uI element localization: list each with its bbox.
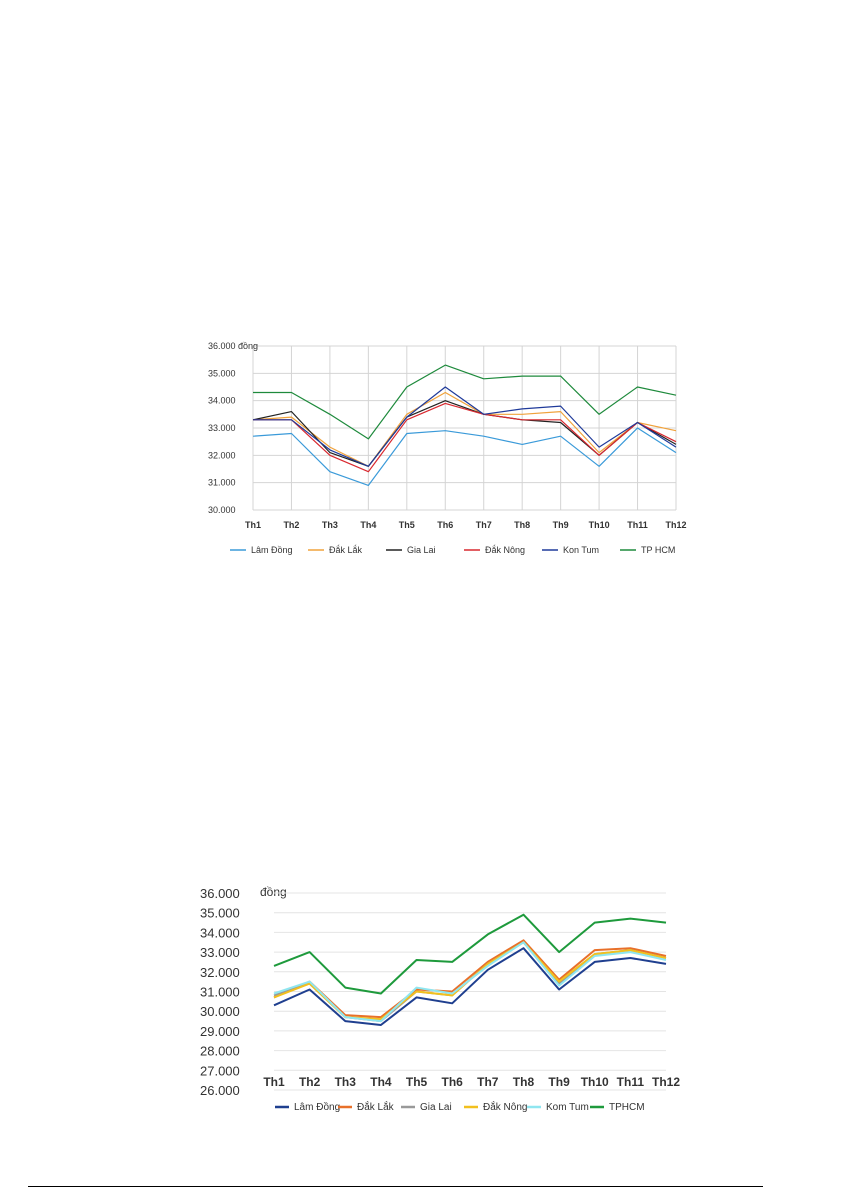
footer-rule: [28, 1186, 763, 1187]
chart0-xtick-label: Th12: [665, 520, 687, 530]
chart0-ytick-label: 33.000: [208, 423, 236, 433]
chart0-xtick-label: Th1: [244, 520, 262, 530]
price-chart-2-svg: [200, 876, 690, 1116]
chart0-ytick-label: 32.000: [208, 450, 236, 461]
chart0-xtick-label: Th11: [627, 520, 648, 530]
chart1-xtick-label: Th5: [405, 1075, 428, 1089]
chart1-xtick-label: Th4: [370, 1075, 392, 1089]
chart0-legend-label: TP HCM: [641, 545, 676, 555]
chart0-xtick-label: Th5: [398, 520, 415, 530]
chart1-series-line-0: [274, 948, 666, 1025]
chart1-ytick-label: 27.000: [200, 1063, 240, 1079]
chart0-xtick-label: Th6: [437, 520, 454, 530]
chart0-legend-label: Lâm Đồng: [251, 545, 293, 555]
chart1-xtick-label: Th8: [512, 1075, 535, 1089]
chart0-ytick-label: 34.000: [208, 395, 236, 406]
chart0-ytick-label: 30.000: [208, 505, 236, 515]
price-chart-1: [198, 334, 688, 564]
chart1-ytick-label: 31.000: [200, 984, 240, 1000]
chart1-xtick-label: Th2: [298, 1075, 321, 1089]
chart1-legend-label: TPHCM: [609, 1102, 645, 1113]
chart1-legend-label: Đắk Nông: [483, 1102, 528, 1113]
chart1-ytick-label: 32.000: [200, 964, 240, 980]
chart1-legend-label: Kom Tum: [546, 1102, 589, 1113]
chart1-ytick-label: 33.000: [200, 945, 240, 961]
chart1-xtick-label: Th12: [651, 1075, 681, 1089]
chart0-ytick-label: 31.000: [208, 477, 236, 488]
chart0-ytick-label: 36.000 đồng: [208, 341, 259, 351]
chart1-xtick-label: Th3: [334, 1075, 356, 1089]
chart1-ytick-label: 26.000: [200, 1083, 240, 1098]
chart1-ytick-label: 30.000: [200, 1004, 240, 1020]
chart1-xtick-label: Th11: [616, 1075, 645, 1089]
chart0-xtick-label: Th4: [360, 520, 377, 530]
chart1-xtick-label: Th10: [580, 1075, 609, 1089]
chart1-xtick-label: Th1: [263, 1075, 285, 1089]
chart1-legend-label: Đắk Lắk: [357, 1102, 394, 1113]
chart0-xtick-label: Th3: [321, 520, 338, 530]
chart1-legend-label: Gia Lai: [420, 1102, 452, 1113]
chart1-xtick-label: Th9: [548, 1075, 570, 1089]
chart0-xtick-label: Th9: [552, 520, 569, 530]
chart1-ytick-label: 36.000: [200, 886, 240, 901]
chart1-xtick-label: Th6: [441, 1075, 463, 1089]
price-chart-1-svg: [198, 334, 688, 564]
chart0-legend-label: Kon Tum: [563, 545, 600, 555]
chart0-series-line-4: [253, 387, 676, 466]
chart0-legend-label: Gia Lai: [407, 545, 436, 555]
chart1-ytick-label: 28.000: [200, 1043, 240, 1059]
chart0-xtick-label: Th2: [283, 520, 300, 530]
chart0-legend-label: Đắk Lắk: [329, 545, 363, 555]
price-chart-2: [200, 876, 690, 1116]
chart1-legend-label: Lâm Đồng: [294, 1102, 341, 1113]
chart1-ytick-label: 34.000: [200, 925, 240, 941]
chart1-unit-label: đồng: [260, 885, 287, 899]
chart0-legend-label: Đắk Nông: [485, 545, 526, 555]
chart0-xtick-label: Th7: [475, 520, 492, 530]
chart1-ytick-label: 35.000: [200, 905, 240, 921]
chart1-xtick-label: Th7: [477, 1075, 499, 1089]
chart0-ytick-label: 35.000: [208, 368, 236, 379]
chart0-xtick-label: Th8: [514, 520, 531, 530]
chart1-ytick-label: 29.000: [200, 1023, 240, 1039]
chart0-xtick-label: Th10: [588, 520, 610, 530]
